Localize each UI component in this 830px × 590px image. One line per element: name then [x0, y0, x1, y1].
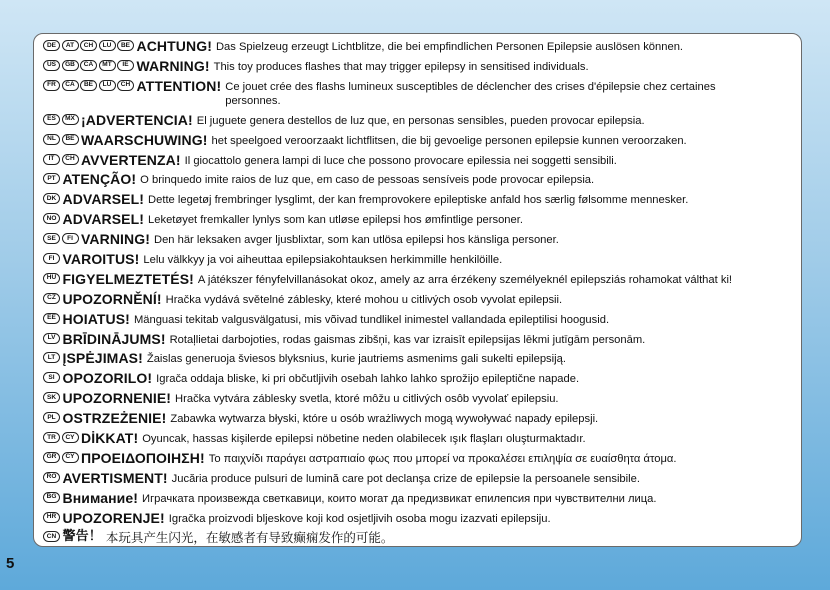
- warning-text: Den här leksaken avger ljusblixtar, som kan utlösa epilepsi hos känsliga personer.: [153, 234, 559, 247]
- country-codes: [43, 193, 62, 204]
- warning-heading: VARNING!: [81, 231, 150, 248]
- warning-text: Играчката произвежда светкавици, които могат да предизвикат епилепсия при чувствителни лица.: [142, 492, 657, 505]
- warning-row: [43, 172, 801, 192]
- country-codes: [43, 492, 62, 503]
- warning-row: [43, 79, 801, 113]
- warning-row: [43, 252, 801, 272]
- country-code-badge: CY: [62, 432, 79, 443]
- country-code-badge: FI: [62, 233, 79, 244]
- warning-heading: OPOZORILO!: [62, 370, 153, 387]
- warning-row: [43, 511, 801, 531]
- country-code-badge: NL: [43, 134, 60, 145]
- warning-heading: BRĪDINĀJUMS!: [62, 330, 166, 347]
- warning-text: El juguete genera destellos de luz que, en personas sensibles, pueden provocar epilepsia.: [196, 114, 645, 127]
- warning-row: [43, 351, 801, 371]
- country-codes: [43, 80, 136, 91]
- warning-panel: [33, 33, 802, 547]
- warning-text: Ce jouet crée des flashs lumineux susceptibles de déclencher des crises d'épilepsie chez certaines personnes.: [225, 80, 716, 107]
- country-code-badge: CZ: [43, 293, 60, 304]
- warning-row: [43, 59, 801, 79]
- warning-heading: UPOZORENJE!: [62, 509, 165, 526]
- warning-row: [43, 491, 801, 511]
- country-code-badge: CA: [80, 60, 97, 71]
- warning-row: [43, 371, 801, 391]
- warning-heading: OSTRZEŻENIE!: [62, 410, 167, 427]
- warning-text: Το παιχνίδι παράγει αστραπιαίο φως που μπορεί να προκαλέσει επιληψία σε ευαίσθητα άτομα.: [208, 452, 677, 465]
- warning-row: [43, 411, 801, 431]
- warning-row: [43, 332, 801, 352]
- country-codes: [43, 432, 80, 443]
- country-code-badge: MX: [62, 114, 79, 125]
- country-codes: [43, 273, 62, 284]
- country-codes: [43, 213, 62, 224]
- warning-text: Rotaļlietai darbojoties, rodas gaismas zibšņi, kas var izraisīt epilepsijas lēkmi jutīgām personām.: [169, 333, 646, 346]
- warning-heading: ¡ADVERTENCIA!: [81, 111, 193, 128]
- warning-row: [43, 272, 801, 292]
- country-code-badge: US: [43, 60, 60, 71]
- warning-heading: FIGYELMEZTETÉS!: [62, 270, 194, 287]
- warning-row: [43, 192, 801, 212]
- warning-text: Dette legetøj frembringer lysglimt, der kan fremprovokere epileptiske anfald hos særlig følsomme mennesker.: [148, 194, 689, 207]
- country-code-badge: CH: [80, 40, 97, 51]
- country-codes: [43, 472, 62, 483]
- country-code-badge: ES: [43, 114, 60, 125]
- warning-text: Il giocattolo genera lampi di luce che possono provocare epilessia nei soggetti sensibili.: [184, 154, 617, 167]
- country-code-badge: HU: [43, 273, 60, 284]
- country-code-badge: BG: [43, 492, 60, 503]
- warning-text: Oyuncak, hassas kişilerde epilepsi nöbetine neden olabilecek ışık flaşları oluşturmaktadır.: [142, 433, 586, 446]
- country-code-badge: FR: [43, 80, 60, 91]
- country-code-badge: LT: [43, 352, 60, 363]
- warning-heading: ADVARSEL!: [62, 191, 145, 208]
- warning-row: [43, 292, 801, 312]
- warning-row: [43, 471, 801, 491]
- warning-heading: AVVERTENZA!: [81, 151, 181, 168]
- warning-row: [43, 113, 801, 133]
- country-code-badge: LV: [43, 333, 60, 344]
- country-codes: [43, 60, 136, 71]
- country-code-badge: PT: [43, 173, 60, 184]
- country-code-badge: IT: [43, 154, 60, 165]
- warning-heading: WAARSCHUWING!: [81, 131, 208, 148]
- warning-row: [43, 530, 801, 550]
- country-codes: [43, 412, 62, 423]
- warning-row: [43, 133, 801, 153]
- country-code-badge: CH: [117, 80, 134, 91]
- warning-text: Das Spielzeug erzeugt Lichtblitze, die bei empfindlichen Personen Epilepsie auslösen können.: [215, 41, 684, 53]
- warning-row: [43, 312, 801, 332]
- warning-text: Hračka vydává světelné záblesky, které mohou u citlivých osob vyvolat epilepsii.: [165, 293, 563, 306]
- country-codes: [43, 173, 62, 184]
- country-code-badge: NO: [43, 213, 60, 224]
- country-codes: [43, 452, 80, 463]
- warning-text: 本玩具产生闪光，在敏感者有导致癫痫发作的可能。: [105, 530, 394, 546]
- warning-row: [43, 212, 801, 232]
- country-code-badge: GR: [43, 452, 60, 463]
- country-code-badge: BE: [117, 40, 134, 51]
- warning-text: Igrača oddaja bliske, ki pri občutljivih osebah lahko lahko sprožijo epileptične napade.: [156, 373, 580, 386]
- warning-heading: VAROITUS!: [62, 251, 140, 268]
- country-code-badge: AT: [62, 40, 79, 51]
- warning-heading: ATTENTION!: [136, 77, 222, 94]
- country-code-badge: EE: [43, 313, 60, 324]
- warning-heading: ACHTUNG!: [136, 38, 212, 54]
- country-code-badge: CN: [43, 531, 60, 542]
- country-codes: [43, 134, 80, 145]
- country-codes: [43, 233, 80, 244]
- warning-heading: HOIATUS!: [62, 310, 130, 327]
- country-code-badge: RO: [43, 472, 60, 483]
- warning-row: [43, 431, 801, 451]
- country-code-badge: SK: [43, 392, 60, 403]
- country-code-badge: SE: [43, 233, 60, 244]
- warning-heading: UPOZORNENIE!: [62, 390, 172, 407]
- warning-row: [43, 153, 801, 173]
- country-codes: [43, 372, 62, 383]
- country-codes: [43, 253, 62, 264]
- country-code-badge: GB: [62, 60, 79, 71]
- warning-text: Mänguasi tekitab valgusvälgatusi, mis võivad tundlikel inimestel vallandada epileptilisi hoogusid.: [133, 313, 610, 326]
- country-code-badge: BE: [62, 134, 79, 145]
- country-codes: [43, 531, 62, 542]
- country-codes: [43, 352, 62, 363]
- country-codes: [43, 293, 62, 304]
- warning-heading: ATENÇÃO!: [62, 171, 137, 188]
- country-codes: [43, 512, 62, 523]
- warning-text: Jucăria produce pulsuri de lumină care pot declanşa crize de epilepsie la persoanele sensibile.: [171, 472, 640, 485]
- country-code-badge: MT: [99, 60, 116, 71]
- warning-text: Žaislas generuoja šviesos blyksnius, kurie jautriems asmenims gali sukelti epilepsiją.: [146, 353, 566, 366]
- warning-text: Leketøyet fremkaller lynlys som kan utløse epilepsi hos ømfintlige personer.: [148, 214, 523, 227]
- warning-text: Hračka vytvára záblesky svetla, ktoré môžu u citlivých osôb vyvolať epilepsiu.: [175, 393, 559, 406]
- warning-text: Zabawka wytwarza błyski, które u osób wrażliwych mogą wywoływać napady epilepsji.: [170, 413, 599, 426]
- country-code-badge: SI: [43, 372, 60, 383]
- warning-heading: AVERTISMENT!: [62, 469, 168, 486]
- warning-row: [43, 391, 801, 411]
- warning-row: [43, 451, 801, 471]
- country-codes: [43, 333, 62, 344]
- country-code-badge: FI: [43, 253, 60, 264]
- country-codes: [43, 114, 80, 125]
- country-codes: [43, 392, 62, 403]
- country-code-badge: LU: [99, 80, 116, 91]
- country-code-badge: CA: [62, 80, 79, 91]
- country-code-badge: CH: [62, 154, 79, 165]
- warning-heading: DİKKAT!: [81, 430, 139, 447]
- warning-heading: ĮSPĖJIMAS!: [62, 350, 143, 367]
- warning-text: Lelu välkkyy ja voi aiheuttaa epilepsiakohtauksen herkimmille henkilöille.: [143, 254, 503, 267]
- warning-text: A játékszer fényfelvillanásokat okoz, amely az arra érzékeny személyeknél epilepsziás rohamokat válthat ki!: [197, 273, 733, 286]
- country-codes: [43, 313, 62, 324]
- warning-heading: Внимание!: [62, 489, 139, 506]
- country-code-badge: LU: [99, 40, 116, 51]
- warning-text: This toy produces flashes that may trigger epilepsy in sensitised individuals.: [213, 60, 589, 73]
- country-code-badge: TR: [43, 432, 60, 443]
- warning-heading: WARNING!: [136, 57, 210, 74]
- country-codes: [43, 40, 136, 51]
- country-code-badge: DE: [43, 40, 60, 51]
- country-code-badge: HR: [43, 512, 60, 523]
- warning-heading: ADVARSEL!: [62, 211, 145, 228]
- country-code-badge: PL: [43, 412, 60, 423]
- country-code-badge: CY: [62, 452, 79, 463]
- country-codes: [43, 154, 80, 165]
- warning-heading: 警告！: [62, 529, 102, 545]
- country-code-badge: DK: [43, 193, 60, 204]
- warning-heading: UPOZORNĚNÍ!: [62, 290, 162, 307]
- warning-row: [43, 39, 801, 59]
- warning-text: O brinquedo imite raios de luz que, em caso de pessoas sensíveis pode provocar epilepsia.: [140, 174, 595, 187]
- country-code-badge: IE: [117, 60, 134, 71]
- country-code-badge: BE: [80, 80, 97, 91]
- page-number: 5: [6, 555, 15, 572]
- warning-text: het speelgoed veroorzaakt lichtflitsen, die bij gevoelige personen epilepsie kunnen veroorzaken.: [211, 134, 687, 147]
- warning-heading: ΠΡΟΕΙΔΟΠΟΙΗΣΗ!: [81, 449, 205, 466]
- warning-row: [43, 232, 801, 252]
- warning-text: Igračka proizvodi bljeskove koji kod osjetljivih osoba mogu izazvati epilepsiju.: [168, 512, 551, 525]
